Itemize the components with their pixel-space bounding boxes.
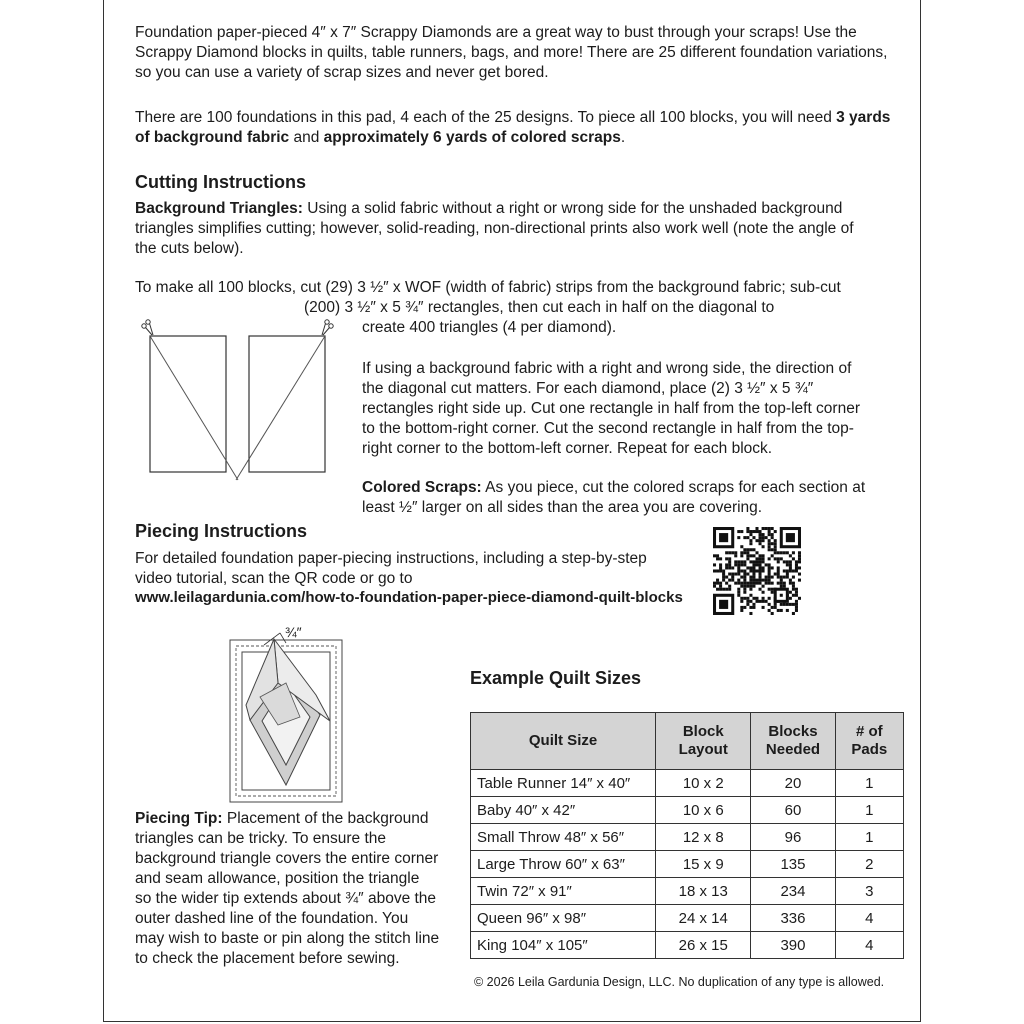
background-triangles-paragraph <box>135 199 875 259</box>
qr-code-icon[interactable] <box>713 527 801 615</box>
header-blocks-needed: Blocks Needed <box>751 713 835 770</box>
table-row <box>471 878 904 905</box>
tutorial-link[interactable]: www.leilagardunia.com/how-to-foundation-paper-piece-diamond-quilt-blocks <box>135 589 683 606</box>
colored-scraps-paragraph <box>362 478 877 518</box>
piecing-paragraph: For detailed foundation paper-piecing instructions, including a step-by-step video tutorial, scan the QR code or go to <box>135 550 647 587</box>
piecing-heading: Piecing Instructions <box>135 521 308 541</box>
cell-blocks-needed: 234 <box>751 878 835 905</box>
scissors-icon <box>142 320 153 335</box>
quilt-sizes-title: Example Quilt Sizes <box>470 668 642 688</box>
cell-pads: 4 <box>835 932 903 959</box>
table-row <box>471 797 904 824</box>
cell-block-layout: 24 x 14 <box>656 905 751 932</box>
cell-block-layout: 10 x 6 <box>656 797 751 824</box>
piecing-tip-paragraph <box>135 809 440 969</box>
cell-pads: 1 <box>835 770 903 797</box>
cell-blocks-needed: 60 <box>751 797 835 824</box>
table-header-row <box>471 713 904 770</box>
table-row <box>471 851 904 878</box>
cell-block-layout: 26 x 15 <box>656 932 751 959</box>
scraps-amount: approximately 6 yards of colored scraps <box>323 129 621 146</box>
scissors-icon <box>322 320 333 335</box>
header-quilt-size: Quilt Size <box>471 713 656 770</box>
cell-pads: 1 <box>835 797 903 824</box>
cell-blocks-needed: 135 <box>751 851 835 878</box>
intro-text-end: . <box>620 129 626 146</box>
cell-block-layout: 10 x 2 <box>656 770 751 797</box>
background-fabric-amount: 3 yards of background fabric <box>135 109 891 146</box>
cell-block-layout: 18 x 13 <box>656 878 751 905</box>
three-quarter-label: ¾″ <box>285 624 302 640</box>
cell-quilt-size: Twin 72″ x 91″ <box>471 878 656 905</box>
cell-quilt-size: Table Runner 14″ x 40″ <box>471 770 656 797</box>
background-triangles-text: Using a solid fabric without a right or wrong side for the unshaded background triangles simplifies cutting; however, solid-reading, non-directional prints also work well (note the angle of the cuts below). <box>135 200 854 257</box>
colored-scraps-text: As you piece, cut the colored scraps for each section at least ½″ larger on all sides than the area you are covering. <box>362 479 866 516</box>
cell-blocks-needed: 20 <box>751 770 835 797</box>
table-row <box>471 770 904 797</box>
background-triangles-label: Background Triangles: <box>135 200 303 217</box>
cutting-diagram <box>138 316 338 482</box>
cell-pads: 1 <box>835 824 903 851</box>
intro-text-and: and <box>289 129 324 146</box>
piecing-tip-text: Placement of the background triangles can be tricky. To ensure the background triangle covers the entire corner and seam allowance, position the triangle so the wider tip extends about ¾″ above the outer dashed line of the foundation. You may wish to baste or pin along the stitch line to check the placement before sewing. <box>135 810 440 967</box>
cell-quilt-size: King 104″ x 105″ <box>471 932 656 959</box>
cell-blocks-needed: 336 <box>751 905 835 932</box>
intro-text: There are 100 foundations in this pad, 4 each of the 25 designs. To piece all 100 blocks, you will need <box>135 109 837 126</box>
copyright-notice: © 2026 Leila Gardunia Design, LLC. No duplication of any type is allowed. <box>474 975 885 989</box>
cell-pads: 3 <box>835 878 903 905</box>
table-row <box>471 824 904 851</box>
intro-paragraph-1: Foundation paper-pieced 4″ x 7″ Scrappy Diamonds are a great way to bust through your scraps! Use the Scrappy Diamond blocks in quilts, table runners, bags, and more! There are 25 different foundation variations, so you can use a variety of scrap sizes and never get bored. <box>135 24 888 81</box>
cut-line-1: To make all 100 blocks, cut (29) 3 ½″ x WOF (width of fabric) strips from the background fabric; sub-cut <box>135 279 841 296</box>
cutting-heading: Cutting Instructions <box>135 172 306 192</box>
cell-quilt-size: Large Throw 60″ x 63″ <box>471 851 656 878</box>
table-row <box>471 932 904 959</box>
cell-block-layout: 15 x 9 <box>656 851 751 878</box>
foundation-diagram <box>220 625 355 805</box>
cell-quilt-size: Queen 96″ x 98″ <box>471 905 656 932</box>
cell-blocks-needed: 96 <box>751 824 835 851</box>
cell-pads: 2 <box>835 851 903 878</box>
cell-pads: 4 <box>835 905 903 932</box>
cell-blocks-needed: 390 <box>751 932 835 959</box>
intro-paragraph-2 <box>135 108 895 148</box>
colored-scraps-label: Colored Scraps: <box>362 479 482 496</box>
header-pads: # of Pads <box>835 713 903 770</box>
table-row <box>471 905 904 932</box>
cell-quilt-size: Small Throw 48″ x 56″ <box>471 824 656 851</box>
piecing-tip-label: Piecing Tip: <box>135 810 223 827</box>
cut-line-3: create 400 triangles (4 per diamond). <box>362 319 617 336</box>
cell-block-layout: 12 x 8 <box>656 824 751 851</box>
header-block-layout: Block Layout <box>656 713 751 770</box>
quilt-sizes-table <box>470 712 904 959</box>
cell-quilt-size: Baby 40″ x 42″ <box>471 797 656 824</box>
direction-paragraph: If using a background fabric with a right and wrong side, the direction of the diagonal cut matters. For each diamond, place (2) 3 ½″ x 5 ¾″ rectangles right side up. Cut one rectangle in half from the top-left corner to the bottom-right corner. Cut the second rectangle in half from the top-right corner to the bottom-left corner. Repeat for each block. <box>362 360 860 457</box>
cut-line-2: (200) 3 ½″ x 5 ¾″ rectangles, then cut each in half on the diagonal to <box>304 299 775 316</box>
